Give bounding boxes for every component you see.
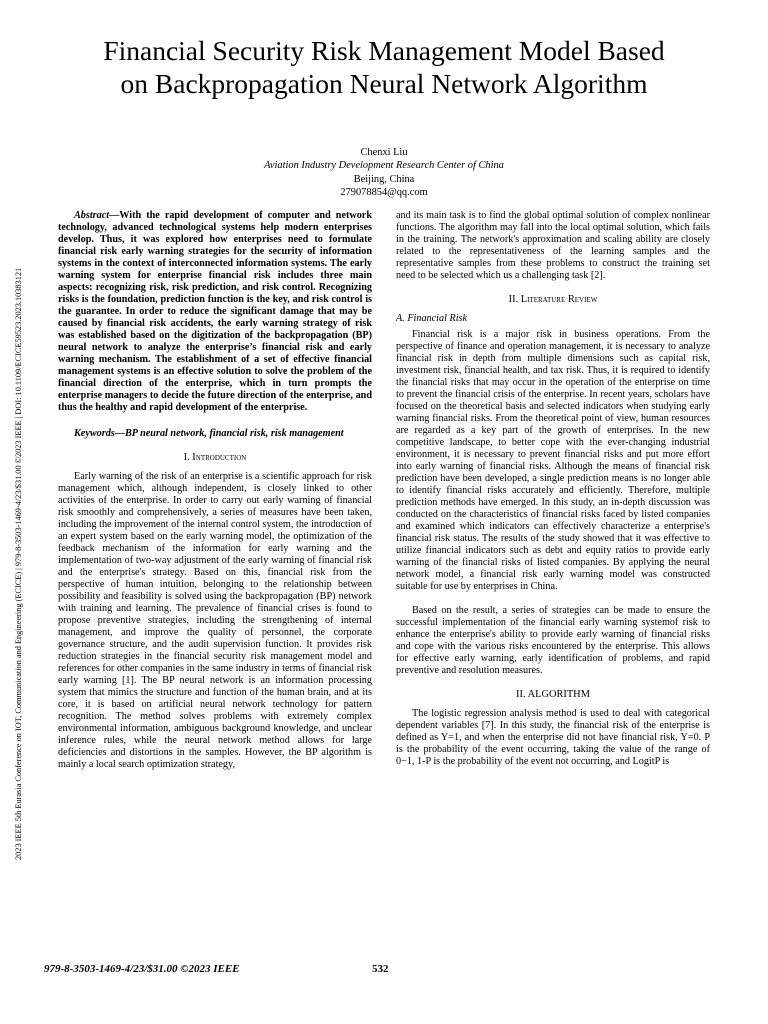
section-heading-literature-review: II. Literature Review bbox=[508, 294, 598, 305]
abstract-text: —With the rapid development of computer and network technology, advanced technological systems help modern enterprises develop. Thus, it was explored how enterprises need to formulate financial risk early warning strategies for the security of information systems in the context of interconnected information systems. The early warning system for enterprise financial risk includes three main aspects: recognizing risk, risk prediction, and risk control. Recognizing risks is the foundation, prediction function is the key, and risk control is the guarantee. In order to reduce the significant damage that may be caused by financial risk accidents, the early warning strategy of risk was established based on the digitization of the backpropagation (BP) neural network to analyze the enterprise’s financial risk and early warning mechanism. The establishment of a set of effective financial management systems is an effective solution to solve the problem of the financial direction of the enterprise, which in turn prompts the enterprise managers to decide the future direction of the enterprise, and thus the healthy and rapid development of the enterprise. bbox=[58, 210, 372, 413]
introduction-paragraph: Early warning of the risk of an enterprise is a scientific approach for risk management which, although independent, is closely linked to other activities of the enterprise. In order to carry out early warning of financial risk smoothly and comprehensively, a series of measures have been taken, including the improvement of the internal control system, the introduction of an expert system based on the early warning model, the optimization of the feedback mechanism of the information for early warning and the implementation of two-way adjustment of the early warning of financial risk and the enterprise's strategy. Based on this, financial risk from the perspective of human intuition, belonging to the relationship between possibility and feasibility is solved using the backpropagation (BP) network with training and learning. The prevalence of financial crises is found to propose preventive strategies, including the strengthening of internal management, and improve the quality of personnel, the corporate governance structure, and the audit supervision function. It provides risk reduction strategies in the financial security risk management model and references for other companies in the same industry in terms of financial risk early warning [1]. The BP neural network is an information processing system that mimics the structure and function of the human brain, and at its core, it is based on artificial neural network technology for pattern recognition. The method solves problems with extremely complex environmental information, ambiguous background knowledge, and unclear inference rules, while the neural network method allows for large deficiencies and distortions in the samples. However, the BP algorithm is mainly a local search optimization strategy, bbox=[58, 471, 372, 770]
left-column bbox=[58, 210, 372, 771]
title-line-1: Financial Security Risk Management Model Based bbox=[103, 35, 665, 66]
paper-title bbox=[40, 34, 728, 100]
abstract bbox=[58, 210, 372, 414]
section-heading-algorithm: II. ALGORITHM bbox=[516, 689, 590, 700]
abstract-lead: Abstract bbox=[74, 210, 110, 221]
author-block bbox=[150, 146, 618, 200]
introduction-continuation: and its main task is to find the global optimal solution of complex nonlinear functions. The algorithm may fall into the local optimal solution, which fails in the training. The network's approximation and scaling ability are closely related to the representativeness of the learning samples and the representative samples from these problems to construct the training set need to be selected which us a challenging task [2]. bbox=[396, 210, 710, 281]
author-name: Chenxi Liu bbox=[360, 147, 408, 158]
keywords: Keywords—BP neural network, financial risk, risk management bbox=[74, 428, 344, 439]
footer-isbn: 979-8-3503-1469-4/23/$31.00 ©2023 IEEE bbox=[44, 963, 240, 975]
author-email: 279078854@qq.com bbox=[340, 187, 428, 199]
author-location: Beijing, China bbox=[353, 173, 415, 185]
author-affiliation: Aviation Industry Development Research Center of China bbox=[264, 160, 504, 172]
side-citation-note: 2023 IEEE 5th Eurasia Conference on IOT, Communication and Engineering (ECICE) | 979-8-3503-1469-4/23/$31.00 ©2023 IEEE | DOI: 10.1109/ECICE59523.2023.10383121 bbox=[14, 267, 23, 860]
page-number: 532 bbox=[372, 963, 389, 975]
section-heading-introduction: I. Introduction bbox=[183, 452, 247, 463]
literature-paragraph-1: Financial risk is a major risk in business operations. From the perspective of finance and operation management, it is necessary to analyze financial risk in depth from multiple dimensions such as capital risk, investment risk, financial health, and tax risk. Thus, it is required to identify the financial risks that may occur in the operation of the enterprise on time to prevent the financial crisis of the enterprise. In recent years, scholars have focused on the theoretical basis and selected indicators when studying early warning financial risks. From the theoretical point of view, human resources are regarded as a key part of the growth of enterprises. In the new competitive landscape, to better cope with the ever-changing industrial environment, it is necessary to prevent financial risks and put more effort into early warning of financial risks. Although the means of financial risk prediction have been developed, a single prediction means is no longer able to identify financial risks accurately and efficiently. Therefore, multiple prediction methods have emerged. In this study, an in-depth discussion was conducted on the characteristics of financial risks faced by listed companies and examined which indicators can effectively characterize a enterprise's financial risk status. The results of the study showed that it was effective to utilize financial indicators such as debt and equity ratios to provide early warning of the financial risks of listed companies. By applying the neural network model, a financial risk early warning model was constructed suitable for use by enterprises in China. bbox=[396, 329, 710, 592]
subsection-heading-financial-risk: A. Financial Risk bbox=[396, 313, 468, 324]
title-line-2: on Backpropagation Neural Network Algorithm bbox=[120, 68, 648, 99]
right-column bbox=[396, 210, 710, 768]
algorithm-paragraph: The logistic regression analysis method is used to deal with categorical dependent variables [7]. In this study, the financial risk of the enterprise is defined as Y=1, and when the enterprise did not have financial risk, Y=0. P is the probability of the event occurring, taking the value of the range of 0−1, 1-P is the probability of the event not occurring, and LogitP is bbox=[396, 708, 710, 767]
literature-paragraph-2: Based on the result, a series of strategies can be made to ensure the successful implementation of the financial early warning systemof risk to enhance the enterprise's ability to provide early warning of financial risks and cope with the various risks encountered by the enterprise. This allows for effective early warning, early identification of problems, and rapid preventive and resolution measures. bbox=[396, 605, 710, 676]
